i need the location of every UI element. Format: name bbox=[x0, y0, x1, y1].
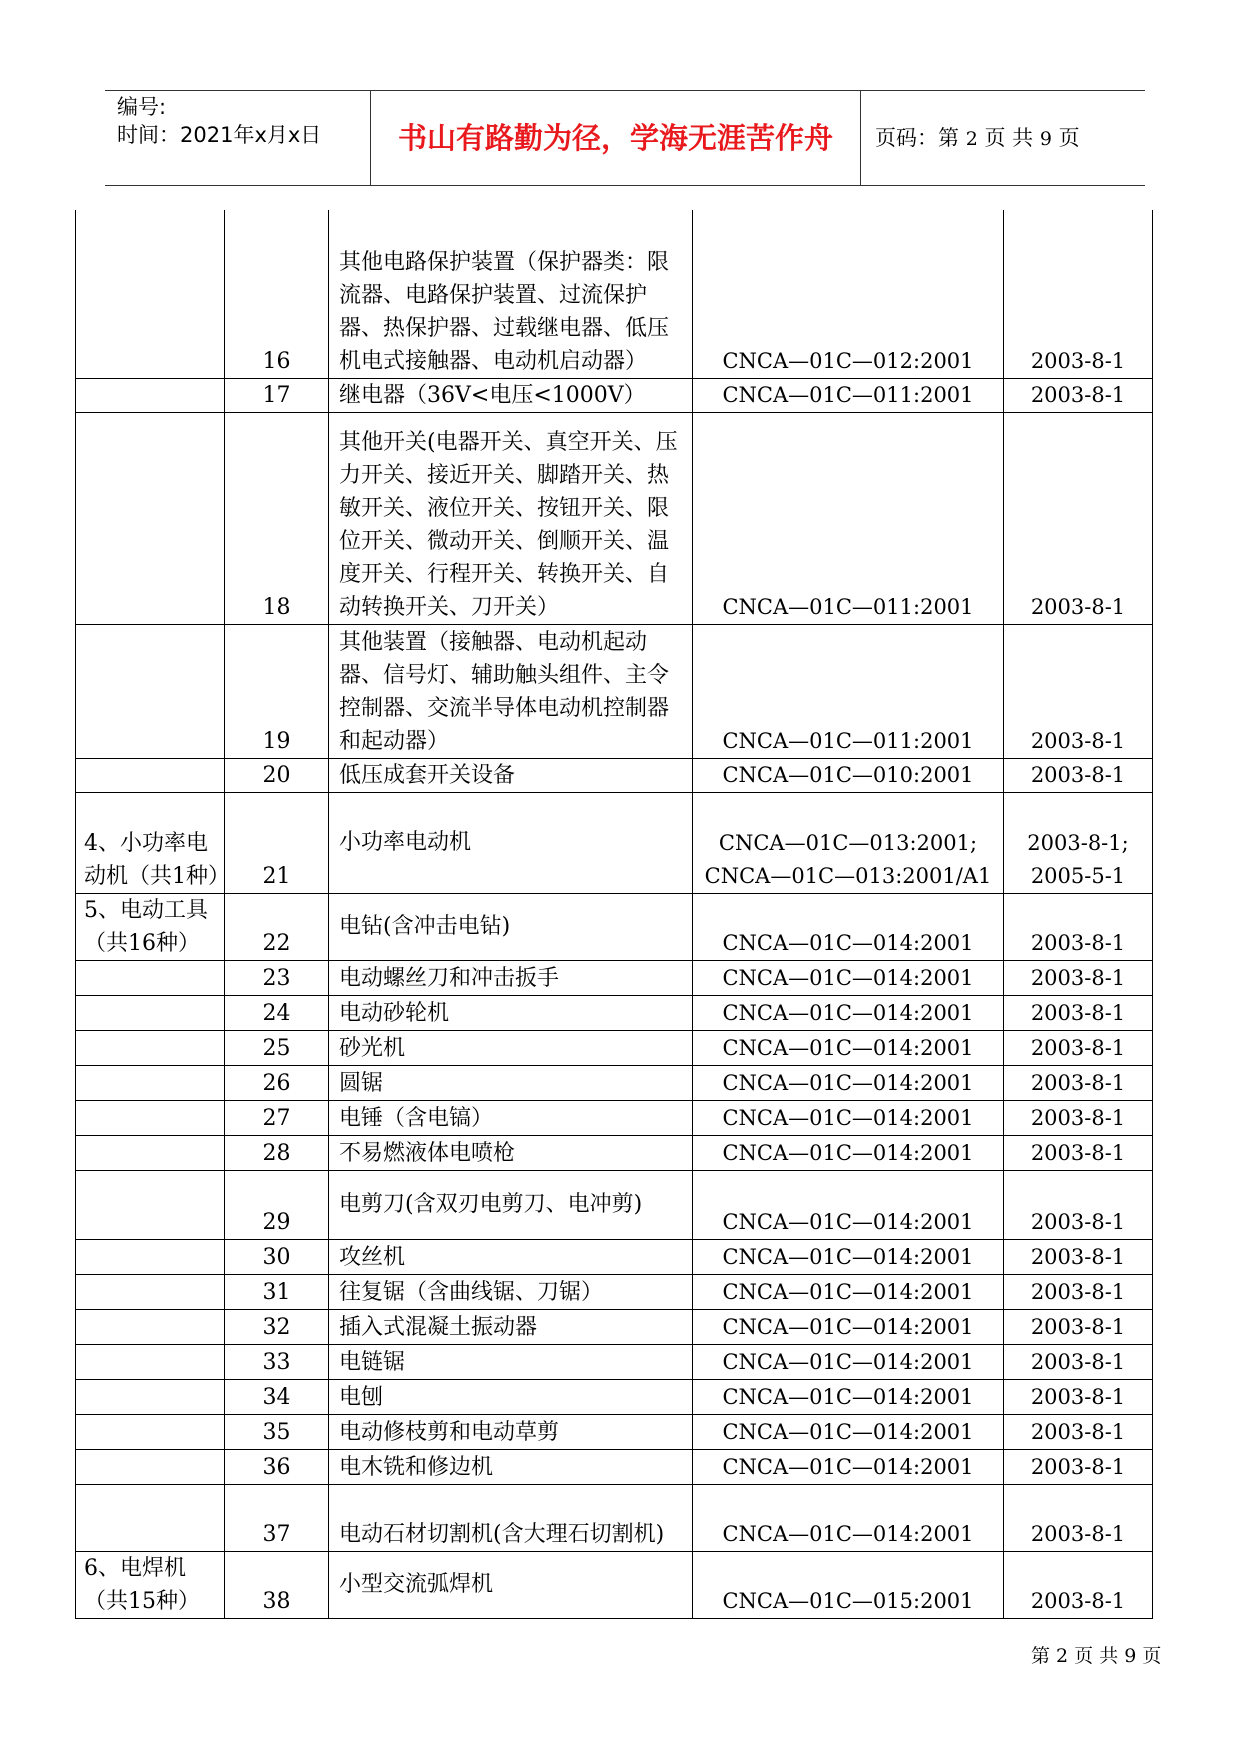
table-row bbox=[76, 1551, 1153, 1618]
product-name: 攻丝机 bbox=[329, 1239, 693, 1274]
item-number: 26 bbox=[225, 1065, 329, 1100]
effective-date: 2003-8-1 bbox=[1004, 412, 1153, 624]
item-number: 16 bbox=[225, 210, 329, 378]
table-row bbox=[76, 1344, 1153, 1379]
standard-code: CNCA—01C—014:2001 bbox=[693, 995, 1004, 1030]
category-cell bbox=[76, 960, 225, 995]
item-number: 34 bbox=[225, 1379, 329, 1414]
product-name: 不易燃液体电喷枪 bbox=[329, 1135, 693, 1170]
item-number: 24 bbox=[225, 995, 329, 1030]
table-row bbox=[76, 893, 1153, 960]
table-row bbox=[76, 1065, 1153, 1100]
product-name: 砂光机 bbox=[329, 1030, 693, 1065]
table-row bbox=[76, 792, 1153, 893]
standard-code: CNCA—01C—014:2001 bbox=[693, 1239, 1004, 1274]
standard-code: CNCA—01C—014:2001 bbox=[693, 1414, 1004, 1449]
table-row bbox=[76, 1135, 1153, 1170]
category-cell bbox=[76, 1239, 225, 1274]
standard-code-line: CNCA—01C—013:2001; bbox=[718, 830, 978, 855]
effective-date: 2003-8-1 bbox=[1004, 1065, 1153, 1100]
category-cell bbox=[76, 1484, 225, 1551]
effective-date: 2003-8-1 bbox=[1004, 1484, 1153, 1551]
item-number: 20 bbox=[225, 758, 329, 792]
effective-date: 2003-8-1 bbox=[1004, 1414, 1153, 1449]
standard-code bbox=[693, 792, 1004, 893]
category-cell bbox=[76, 1100, 225, 1135]
effective-date: 2003-8-1 bbox=[1004, 1344, 1153, 1379]
effective-date: 2003-8-1 bbox=[1004, 210, 1153, 378]
effective-date: 2003-8-1 bbox=[1004, 1100, 1153, 1135]
standard-code: CNCA—01C—014:2001 bbox=[693, 1309, 1004, 1344]
table-row bbox=[76, 1170, 1153, 1239]
effective-date: 2003-8-1 bbox=[1004, 758, 1153, 792]
product-name: 插入式混凝土振动器 bbox=[329, 1309, 693, 1344]
product-name: 其他电路保护装置（保护器类：限流器、电路保护装置、过流保护器、热保护器、过载继电器、低压机电式接触器、电动机启动器） bbox=[329, 210, 693, 378]
item-number: 32 bbox=[225, 1309, 329, 1344]
standard-code: CNCA—01C—014:2001 bbox=[693, 1344, 1004, 1379]
effective-date-line: 2003-8-1; bbox=[1027, 830, 1129, 855]
product-name: 小型交流弧焊机 bbox=[329, 1551, 693, 1618]
standard-code: CNCA—01C—014:2001 bbox=[693, 1379, 1004, 1414]
category-cell bbox=[76, 1379, 225, 1414]
table-row bbox=[76, 1239, 1153, 1274]
product-name: 往复锯（含曲线锯、刀锯） bbox=[329, 1274, 693, 1309]
item-number: 19 bbox=[225, 624, 329, 758]
page-footer: 第 2 页 共 9 页 bbox=[1031, 1645, 1162, 1667]
category-cell: 6、电焊机（共15种） bbox=[76, 1551, 225, 1618]
category-cell bbox=[76, 1170, 225, 1239]
product-name: 电木铣和修边机 bbox=[329, 1449, 693, 1484]
product-name: 电动石材切割机(含大理石切割机) bbox=[329, 1484, 693, 1551]
category-cell: 4、小功率电动机（共1种） bbox=[76, 792, 225, 893]
table-row bbox=[76, 960, 1153, 995]
item-number: 37 bbox=[225, 1484, 329, 1551]
effective-date: 2003-8-1 bbox=[1004, 1449, 1153, 1484]
product-name: 电剪刀(含双刃电剪刀、电冲剪) bbox=[329, 1170, 693, 1239]
item-number: 36 bbox=[225, 1449, 329, 1484]
category-cell bbox=[76, 1030, 225, 1065]
table-row bbox=[76, 1309, 1153, 1344]
category-cell bbox=[76, 1274, 225, 1309]
item-number: 30 bbox=[225, 1239, 329, 1274]
product-name: 电锤（含电镐） bbox=[329, 1100, 693, 1135]
effective-date: 2003-8-1 bbox=[1004, 1170, 1153, 1239]
table-row bbox=[76, 412, 1153, 624]
category-cell bbox=[76, 1065, 225, 1100]
category-cell bbox=[76, 378, 225, 412]
effective-date: 2003-8-1 bbox=[1004, 1030, 1153, 1065]
effective-date: 2003-8-1 bbox=[1004, 1551, 1153, 1618]
table-row bbox=[76, 1274, 1153, 1309]
standard-code: CNCA—01C—014:2001 bbox=[693, 1030, 1004, 1065]
category-cell bbox=[76, 758, 225, 792]
standard-code: CNCA—01C—014:2001 bbox=[693, 1484, 1004, 1551]
page-num: 2 bbox=[965, 128, 978, 150]
effective-date bbox=[1004, 792, 1153, 893]
header-info bbox=[117, 91, 367, 185]
product-name: 电动螺丝刀和冲击扳手 bbox=[329, 960, 693, 995]
header-motto: 书山有路勤为径，学海无涯苦作舟 bbox=[397, 121, 833, 155]
category-cell bbox=[76, 1135, 225, 1170]
effective-date: 2003-8-1 bbox=[1004, 1274, 1153, 1309]
item-number: 31 bbox=[225, 1274, 329, 1309]
table-row bbox=[76, 1449, 1153, 1484]
table-row bbox=[76, 210, 1153, 378]
standard-code: CNCA—01C—014:2001 bbox=[693, 1065, 1004, 1100]
standard-code: CNCA—01C—010:2001 bbox=[693, 758, 1004, 792]
product-name: 电动修枝剪和电动草剪 bbox=[329, 1414, 693, 1449]
effective-date: 2003-8-1 bbox=[1004, 1135, 1153, 1170]
item-number: 33 bbox=[225, 1344, 329, 1379]
table-row bbox=[76, 1379, 1153, 1414]
product-table bbox=[75, 210, 1153, 1619]
effective-date: 2003-8-1 bbox=[1004, 1239, 1153, 1274]
standard-code: CNCA—01C—014:2001 bbox=[693, 1135, 1004, 1170]
item-number: 29 bbox=[225, 1170, 329, 1239]
page-header bbox=[105, 90, 1145, 186]
standard-code: CNCA—01C—014:2001 bbox=[693, 960, 1004, 995]
header-divider bbox=[860, 91, 861, 185]
item-number: 25 bbox=[225, 1030, 329, 1065]
effective-date: 2003-8-1 bbox=[1004, 995, 1153, 1030]
table-row bbox=[76, 378, 1153, 412]
product-name: 低压成套开关设备 bbox=[329, 758, 693, 792]
standard-code: CNCA—01C—014:2001 bbox=[693, 1449, 1004, 1484]
category-cell bbox=[76, 995, 225, 1030]
product-name: 圆锯 bbox=[329, 1065, 693, 1100]
standard-code: CNCA—01C—014:2001 bbox=[693, 893, 1004, 960]
item-number: 35 bbox=[225, 1414, 329, 1449]
standard-code: CNCA—01C—014:2001 bbox=[693, 1100, 1004, 1135]
item-number: 23 bbox=[225, 960, 329, 995]
category-cell bbox=[76, 210, 225, 378]
standard-code: CNCA—01C—015:2001 bbox=[693, 1551, 1004, 1618]
effective-date-line: 2005-5-1 bbox=[1030, 863, 1126, 888]
product-name: 继电器（36V<电压<1000V） bbox=[329, 378, 693, 412]
page-suffix: 页 bbox=[1058, 126, 1080, 150]
effective-date: 2003-8-1 bbox=[1004, 893, 1153, 960]
effective-date: 2003-8-1 bbox=[1004, 624, 1153, 758]
table-row bbox=[76, 758, 1153, 792]
table-row bbox=[76, 995, 1153, 1030]
item-number: 28 bbox=[225, 1135, 329, 1170]
standard-code: CNCA—01C—011:2001 bbox=[693, 624, 1004, 758]
standard-code: CNCA—01C—014:2001 bbox=[693, 1274, 1004, 1309]
product-name: 小功率电动机 bbox=[329, 792, 693, 893]
category-cell bbox=[76, 412, 225, 624]
category-cell: 5、电动工具（共16种） bbox=[76, 893, 225, 960]
standard-code-line: CNCA—01C—013:2001/A1 bbox=[704, 863, 992, 888]
product-name: 电链锯 bbox=[329, 1344, 693, 1379]
table-row bbox=[76, 1100, 1153, 1135]
standard-code: CNCA—01C—011:2001 bbox=[693, 378, 1004, 412]
effective-date: 2003-8-1 bbox=[1004, 960, 1153, 995]
category-cell bbox=[76, 1414, 225, 1449]
item-number: 22 bbox=[225, 893, 329, 960]
product-name: 电动砂轮机 bbox=[329, 995, 693, 1030]
category-cell bbox=[76, 1344, 225, 1379]
effective-date: 2003-8-1 bbox=[1004, 1379, 1153, 1414]
category-cell bbox=[76, 1449, 225, 1484]
header-page-number bbox=[875, 91, 1080, 185]
serial-label: 编号: bbox=[117, 95, 167, 119]
table-row bbox=[76, 624, 1153, 758]
standard-code: CNCA—01C—012:2001 bbox=[693, 210, 1004, 378]
time-label: 时间：2021年x月x日 bbox=[117, 123, 322, 147]
effective-date: 2003-8-1 bbox=[1004, 378, 1153, 412]
effective-date: 2003-8-1 bbox=[1004, 1309, 1153, 1344]
category-cell bbox=[76, 1309, 225, 1344]
standard-code: CNCA—01C—011:2001 bbox=[693, 412, 1004, 624]
standard-code: CNCA—01C—014:2001 bbox=[693, 1170, 1004, 1239]
item-number: 18 bbox=[225, 412, 329, 624]
table-row bbox=[76, 1414, 1153, 1449]
page-prefix: 页码：第 bbox=[875, 126, 959, 150]
product-name: 其他装置（接触器、电动机起动器、信号灯、辅助触头组件、主令控制器、交流半导体电动机控制器和起动器） bbox=[329, 624, 693, 758]
item-number: 17 bbox=[225, 378, 329, 412]
item-number: 27 bbox=[225, 1100, 329, 1135]
product-name: 其他开关(电器开关、真空开关、压力开关、接近开关、脚踏开关、热敏开关、液位开关、按钮开关、限位开关、微动开关、倒顺开关、温度开关、行程开关、转换开关、自动转换开关、刀开关） bbox=[329, 412, 693, 624]
product-name: 电钻(含冲击电钻) bbox=[329, 893, 693, 960]
item-number: 38 bbox=[225, 1551, 329, 1618]
product-name: 电刨 bbox=[329, 1379, 693, 1414]
item-number: 21 bbox=[225, 792, 329, 893]
category-cell bbox=[76, 624, 225, 758]
page-mid: 页 共 bbox=[984, 126, 1034, 150]
table-row bbox=[76, 1484, 1153, 1551]
table-row bbox=[76, 1030, 1153, 1065]
page-total: 9 bbox=[1039, 128, 1052, 150]
